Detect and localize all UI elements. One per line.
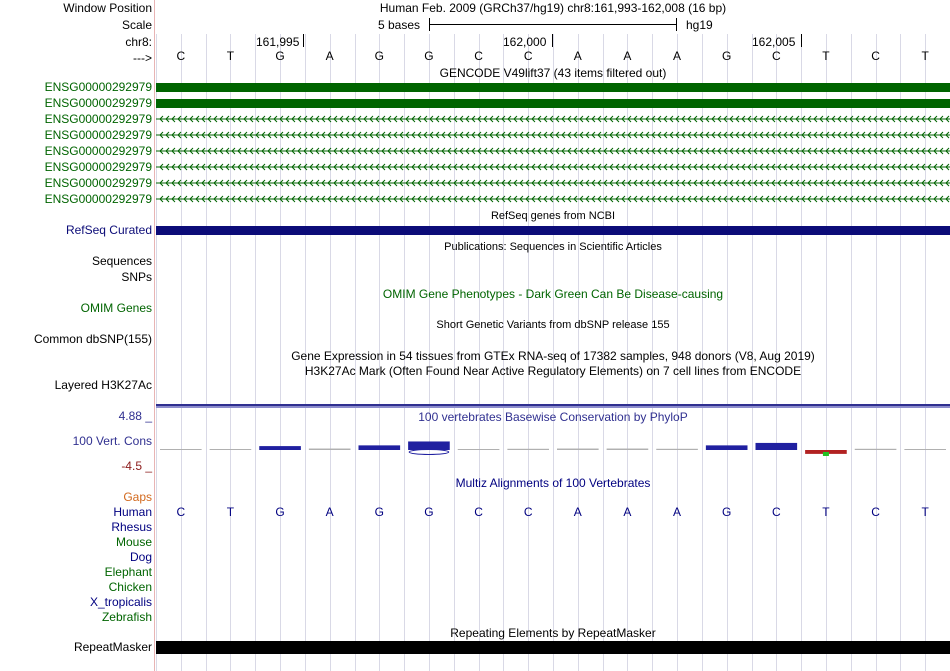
base-letter: C xyxy=(176,505,186,519)
base-letter: T xyxy=(226,49,235,63)
gaps-label: Gaps xyxy=(123,490,152,504)
base-letter: A xyxy=(573,505,582,519)
base-letter: A xyxy=(623,505,632,519)
track-labels xyxy=(0,0,154,671)
base-letter: A xyxy=(573,49,582,63)
base-letter: C xyxy=(474,505,483,519)
base-letter: G xyxy=(722,49,732,63)
track-data-area[interactable] xyxy=(156,0,950,671)
base-letter: A xyxy=(673,49,682,63)
repeatmasker-title[interactable]: Repeating Elements by RepeatMasker xyxy=(450,626,656,640)
gencode-label[interactable]: ENSG00000292979 xyxy=(44,160,152,174)
base-letter: T xyxy=(921,505,929,519)
species-label: Dog xyxy=(129,550,152,564)
window-position-label: Window Position xyxy=(63,1,152,15)
omim-title[interactable]: OMIM Gene Phenotypes - Dark Green Can Be Disease-causing xyxy=(382,287,724,301)
phylop-bar xyxy=(210,449,252,450)
species-label: Chicken xyxy=(108,580,152,594)
base-letter: C xyxy=(523,49,533,63)
scale-bases-text: 5 bases xyxy=(378,18,421,32)
phylop-bar xyxy=(458,449,500,450)
coord-label: 162,005 xyxy=(752,35,796,49)
phylop-bar xyxy=(656,449,698,450)
base-letter: T xyxy=(226,505,235,519)
base-letter: C xyxy=(176,49,186,63)
dbsnp-label[interactable]: Common dbSNP(155) xyxy=(33,332,152,346)
sequences-label[interactable]: Sequences xyxy=(91,254,152,268)
base-letter: C xyxy=(871,505,880,519)
phylop-bar xyxy=(259,446,301,450)
phylop-title[interactable]: 100 vertebrates Basewise Conservation by PhyloP xyxy=(418,410,688,424)
phylop-bar xyxy=(309,449,351,450)
base-letter: G xyxy=(275,49,285,63)
multiz-title[interactable]: Multiz Alignments of 100 Vertebrates xyxy=(455,476,651,490)
repeatmasker-label[interactable]: RepeatMasker xyxy=(73,640,152,654)
species-label: Human xyxy=(113,505,152,519)
gencode-label[interactable]: ENSG00000292979 xyxy=(44,192,152,206)
coord-label: 162,000 xyxy=(503,35,547,49)
phylop-bar xyxy=(160,449,202,450)
gencode-label[interactable]: ENSG00000292979 xyxy=(44,96,152,110)
gencode-label[interactable]: ENSG00000292979 xyxy=(44,144,152,158)
base-letter: C xyxy=(474,49,483,63)
gencode-label[interactable]: ENSG00000292979 xyxy=(44,112,152,126)
phylop-bar xyxy=(855,449,897,450)
phylop-wiggle[interactable] xyxy=(156,0,950,671)
base-letter: T xyxy=(822,505,830,519)
phylop-bar xyxy=(706,445,748,450)
phylop-outline xyxy=(409,450,449,455)
window-position-text: Human Feb. 2009 (GRCh37/hg19) chr8:161,993-162,008 (16 bp) xyxy=(379,1,727,15)
coord-label: 161,995 xyxy=(256,35,300,49)
base-letter: C xyxy=(771,505,781,519)
phylop-track-label[interactable]: 100 Vert. Cons xyxy=(72,434,152,448)
chrom-label: chr8: xyxy=(125,35,152,49)
phylop-bar xyxy=(904,449,946,450)
species-label: Elephant xyxy=(104,565,152,579)
gencode-label[interactable]: ENSG00000292979 xyxy=(44,176,152,190)
phylop-bar xyxy=(607,449,649,450)
gencode-label[interactable]: ENSG00000292979 xyxy=(44,128,152,142)
gtex-title[interactable]: Gene Expression in 54 tissues from GTEx RNA-seq of 17382 samples, 948 donors (V8, Aug 2019) xyxy=(291,349,815,363)
gencode-title[interactable]: GENCODE V49lift37 (43 items filtered out) xyxy=(439,66,667,80)
base-letter: G xyxy=(374,49,384,63)
phylop-min-label: -4.5 _ xyxy=(121,459,152,473)
base-letter: A xyxy=(623,49,632,63)
base-letter: T xyxy=(921,49,929,63)
label-divider xyxy=(154,0,155,671)
dbsnp-title[interactable]: Short Genetic Variants from dbSNP release 155 xyxy=(436,319,670,331)
phylop-max-label: 4.88 _ xyxy=(118,409,152,423)
base-letter: G xyxy=(374,505,384,519)
phylop-marker xyxy=(823,452,829,456)
base-letter: A xyxy=(325,49,334,63)
base-letter: C xyxy=(871,49,880,63)
publications-title[interactable]: Publications: Sequences in Scientific Articles xyxy=(444,241,662,253)
phylop-bar xyxy=(408,441,450,450)
strand-label: ---> xyxy=(133,51,152,65)
base-letter: G xyxy=(275,505,285,519)
species-label: Mouse xyxy=(115,535,152,549)
scale-label: Scale xyxy=(121,18,152,32)
base-letter: C xyxy=(771,49,781,63)
assembly-text: hg19 xyxy=(686,18,713,32)
base-letter: A xyxy=(673,505,682,519)
base-letter: G xyxy=(424,505,434,519)
snps-label[interactable]: SNPs xyxy=(121,270,152,284)
gencode-label[interactable]: ENSG00000292979 xyxy=(44,80,152,94)
phylop-bar xyxy=(557,449,599,450)
h3k27ac-title[interactable]: H3K27Ac Mark (Often Found Near Active Regulatory Elements) on 7 cell lines from ENCODE xyxy=(304,364,802,378)
phylop-bar xyxy=(507,449,549,450)
refseq-label[interactable]: RefSeq Curated xyxy=(65,223,152,237)
base-letter: G xyxy=(424,49,434,63)
refseq-title[interactable]: RefSeq genes from NCBI xyxy=(490,210,616,222)
species-label: Zebrafish xyxy=(101,610,152,624)
base-letter: T xyxy=(822,49,830,63)
base-letter: A xyxy=(325,505,334,519)
species-label: Rhesus xyxy=(111,520,152,534)
omim-label[interactable]: OMIM Genes xyxy=(80,301,152,315)
repeatmasker-element[interactable] xyxy=(156,641,950,654)
base-letter: C xyxy=(523,505,533,519)
h3k27ac-label[interactable]: Layered H3K27Ac xyxy=(54,378,152,392)
species-label: X_tropicalis xyxy=(89,595,152,609)
base-letter: G xyxy=(722,505,732,519)
phylop-bar xyxy=(756,443,798,450)
phylop-bar xyxy=(359,445,401,450)
